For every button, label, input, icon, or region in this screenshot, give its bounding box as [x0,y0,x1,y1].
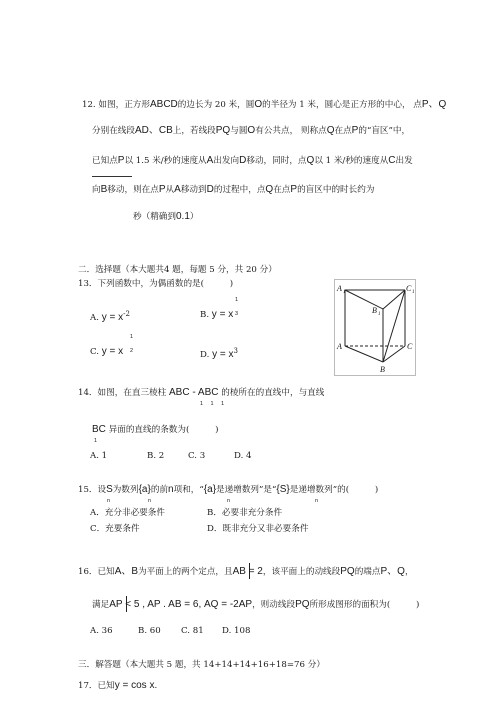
label-a1-sub: 1 [343,290,346,295]
q13-option-d[interactable]: D. $y = x^3$ [200,347,238,360]
q15-sub-n-1: n [107,498,111,504]
label-a: A [337,342,342,351]
q16-line1: 16．已知A、B为平面上的两个定点，且AB = 2，该平面上的动线段PQ的端点P、Q， [78,566,414,577]
section2-title: 二．选择题（本大题共4 题，每题 5 分，共 20 分） [78,265,277,275]
q14-bc-sub: 1 [94,438,98,444]
q14-option-d[interactable]: D. 4 [234,451,252,461]
q13-option-a[interactable]: A. $y = x^{-2}$ [90,310,130,323]
label-a1: A [337,284,342,293]
q13-b-exp-den: 3 [235,311,239,317]
q15-option-d[interactable]: D．既非充分又非必要条件 [207,524,309,534]
q15-stem: 15．设S为数列{a}的前n项和，“{a}是递增数列”是“{S}是递增数列”的( ) [78,484,379,495]
q15-option-a[interactable]: A．充分非必要条件 [90,508,165,518]
q15-sub-n-2: n [148,498,152,504]
label-b: B [380,365,385,374]
q13-b-exp-num: 1 [235,297,239,303]
edge-ab [345,346,383,362]
q16-line2: 满足AP < 5 , AP . AB = 6, AQ = -2AP，则动线段PQ所形成图形的面积为( ) [92,599,420,610]
q16-option-c[interactable]: C. 81 [181,626,204,636]
q12-line4: 向B移动，则在点P从A移动到D的过程中，点Q在点P的盲区中的时长约为 [92,184,375,195]
q14-line1: 14．如图，在直三棱柱 ABC - ABC 的棱所在的直线中，与直线 [78,387,325,398]
label-b1-sub: 1 [378,312,381,317]
prism-diagram [335,280,415,375]
q14-option-a[interactable]: A. 1 [90,451,108,461]
q15-sub-n-3: n [227,498,231,504]
q13-stem: 13．下列函数中，为偶函数的是( ) [78,279,234,289]
q15-option-c[interactable]: C．充要条件 [90,524,140,534]
q12-answer-blank[interactable] [92,176,132,177]
q16-option-a[interactable]: A. 36 [90,626,113,636]
q15-sub-n-4: n [315,498,319,504]
q17-stem: 17．已知y = cos x. [78,680,158,691]
q13-c-exp-den: 2 [130,348,134,354]
label-c1-sub: 1 [412,290,415,295]
label-c1: C [406,284,412,293]
label-b1: B [372,306,377,315]
q14-option-b[interactable]: B. 2 [147,451,165,461]
q15-option-b[interactable]: B．必要非充分条件 [207,508,283,518]
q13-option-b[interactable]: B. y = x [200,309,234,320]
q16-option-d[interactable]: D. 108 [222,626,251,636]
segment-bc1 [383,290,405,362]
q14-line2: BC 异面的直线的条数为( ) [92,424,219,435]
prism-figure [334,279,416,376]
q13-option-c[interactable]: C. y = x [90,346,124,357]
q13-c-exp-num: 1 [130,334,134,340]
q16-option-b[interactable]: B. 60 [138,626,161,636]
q12-line3: 已知点P以 1.5 米/秒的速度从A出发向D移动，同时，点Q以 1 米/秒的速度从C出发 [92,155,413,166]
edge-bc [383,346,405,362]
edge-a1b1 [345,290,383,309]
q14-option-c[interactable]: C. 3 [188,451,206,461]
q12-line5: 秒（精确到0.1） [133,211,199,222]
label-c: C [407,342,413,351]
abs-bar-right-ab [249,563,250,579]
section3-title: 三．解答题（本大题共 5 题，共 14+14+14+16+18=76 分） [78,660,325,670]
q14-subscripts: 1 1 1 [200,401,226,407]
q12-number: 12. [82,100,96,110]
q12-line2: 分别在线段AD、CB上，若线段PQ与圆O有公共点， 则称点Q在点P的“盲区”中， [92,125,411,136]
abs-bar-right-ap [126,596,127,612]
q12-line1: 12. 如图，正方形ABCD的边长为 20 米，圆O的半径为 1 米，圆心是正方形的中心， 点P、Q [82,99,447,110]
